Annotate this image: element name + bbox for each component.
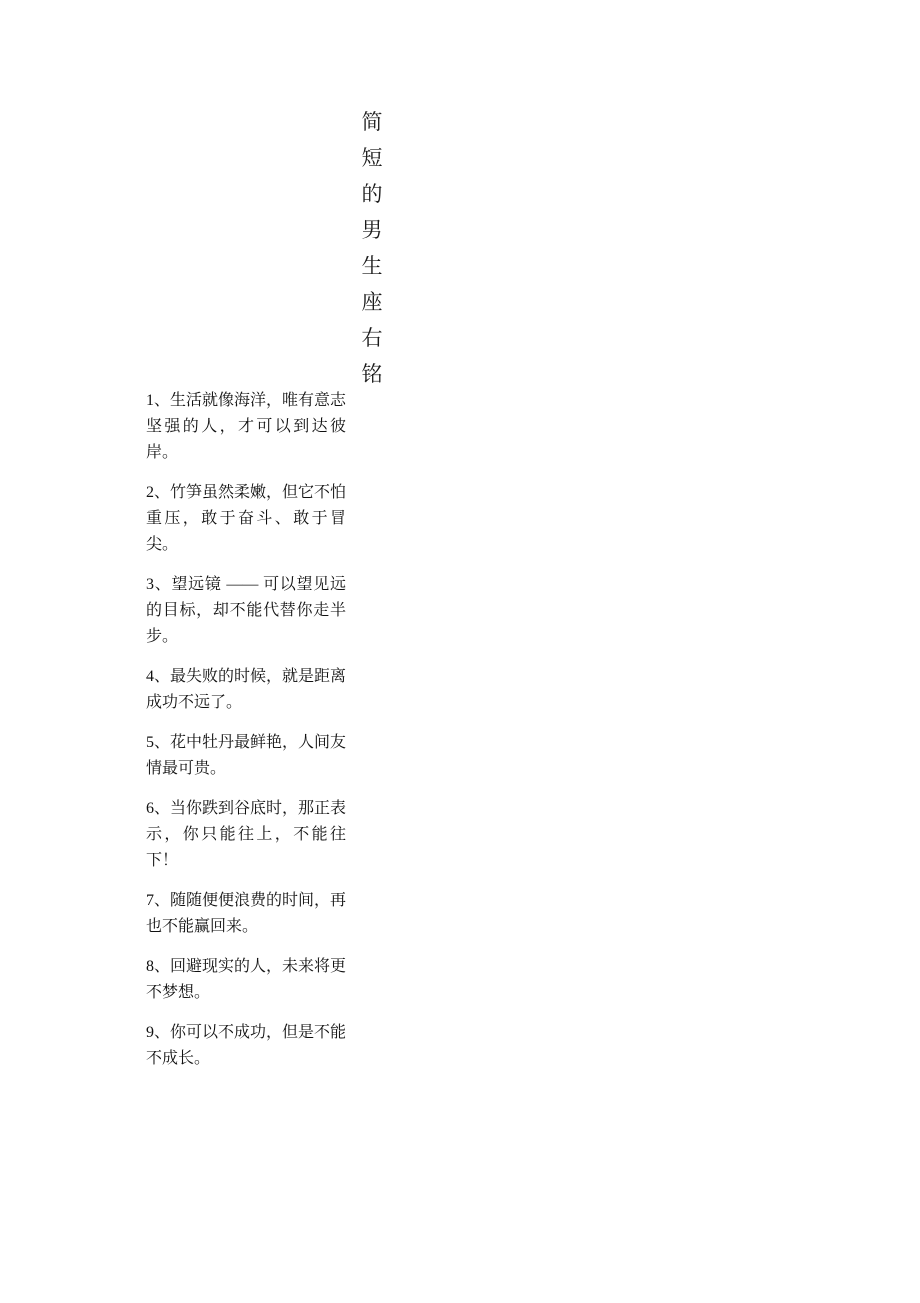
paragraph: 4、最失败的时候，就是距离成功不远了。 xyxy=(146,668,347,711)
title-char: 短 xyxy=(361,146,383,170)
title-char: 简 xyxy=(361,110,383,134)
paragraph: 8、回避现实的人，未来将更不梦想。 xyxy=(146,958,347,1001)
title-char: 的 xyxy=(361,182,383,206)
title-char: 右 xyxy=(361,326,383,350)
title-char: 座 xyxy=(361,290,383,314)
title-char: 铭 xyxy=(361,362,383,386)
paragraph: 1、生活就像海洋，唯有意志坚强的人，才可以到达彼岸。 xyxy=(146,392,347,461)
paragraph: 3、望远镜 —— 可以望见远的目标，却不能代替你走半步。 xyxy=(146,576,346,645)
paragraph: 6、当你跌到谷底时，那正表示，你只能往上，不能往下！ xyxy=(146,800,347,869)
title-char: 生 xyxy=(361,254,383,278)
paragraph: 9、你可以不成功，但是不能不成长。 xyxy=(146,1024,347,1067)
page-title xyxy=(352,104,392,392)
title-char: 男 xyxy=(361,218,383,242)
paragraph: 5、花中牡丹最鲜艳，人间友情最可贵。 xyxy=(146,734,347,777)
document-body xyxy=(146,388,346,1072)
paragraph: 7、随随便便浪费的时间，再也不能赢回来。 xyxy=(146,892,347,935)
paragraph: 2、竹笋虽然柔嫩，但它不怕重压，敢于奋斗、敢于冒尖。 xyxy=(146,484,347,553)
